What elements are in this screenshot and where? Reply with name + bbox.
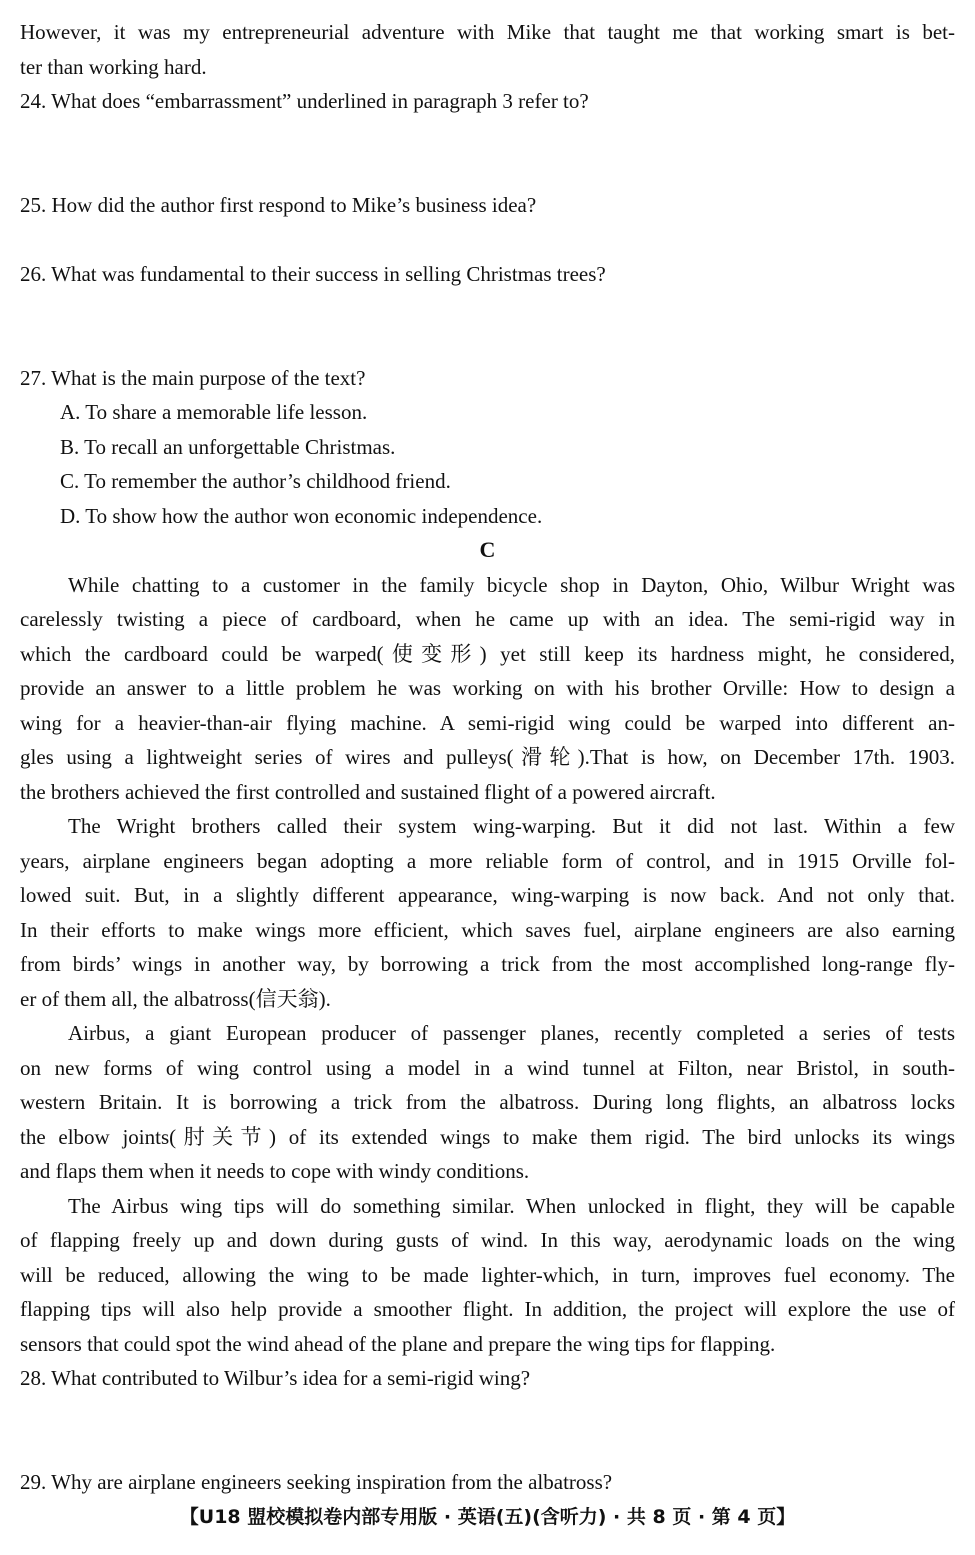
question-27-stem: 27. What is the main purpose of the text?: [20, 366, 366, 390]
passage-line: carelessly twisting a piece of cardboard, when he came up with an idea. The semi-rigid way in: [20, 607, 955, 631]
passage-line: lowed suit. But, in a slightly different appearance, wing-warping is now back. And not only that.: [20, 883, 955, 907]
passage-line: years, airplane engineers began adopting a more reliable form of control, and in 1915 Orville fol-: [20, 849, 955, 873]
passage-line: The Wright brothers called their system wing-warping. But it did not last. Within a few: [68, 814, 955, 838]
section-heading: C: [479, 537, 496, 562]
passage-line: the elbow joints(肘关节) of its extended wings to make them rigid. The bird unlocks its wings: [20, 1125, 955, 1149]
question-25-stem: 25. How did the author first respond to Mike’s business idea?: [20, 193, 537, 217]
passage-line: will be reduced, allowing the wing to be made lighter-which, in turn, improves fuel economy. The: [20, 1263, 955, 1287]
passage-line: and flaps them when it needs to cope with windy conditions.: [20, 1159, 530, 1183]
passage-line: from birds’ wings in another way, by borrowing a trick from the most accomplished long-range fly-: [20, 952, 955, 976]
passage-line: The Airbus wing tips will do something similar. When unlocked in flight, they will be capable: [68, 1194, 955, 1218]
passage-line: which the cardboard could be warped(使变形) yet still keep its hardness might, he considered,: [20, 642, 955, 666]
passage-line: sensors that could spot the wind ahead of the plane and prepare the wing tips for flapping.: [20, 1332, 776, 1356]
passage-line: western Britain. It is borrowing a trick from the albatross. During long flights, an albatross locks: [20, 1090, 955, 1114]
passage-line: In their efforts to make wings more efficient, which saves fuel, airplane engineers are also earning: [20, 918, 955, 942]
passage-line: gles using a lightweight series of wires and pulleys(滑轮).That is how, on December 17th. 1903.: [20, 745, 955, 769]
question-26-stem: 26. What was fundamental to their success in selling Christmas trees?: [20, 262, 606, 286]
page-footer: 【U18 盟校模拟卷内部专用版 · 英语(五)(含听力) · 共 8 页 · 第 4 页】: [179, 1506, 796, 1528]
option-a: A. To share a memorable life lesson.: [60, 400, 368, 424]
question-29-stem: 29. Why are airplane engineers seeking inspiration from the albatross?: [20, 1470, 613, 1494]
passage-line: Airbus, a giant European producer of passenger planes, recently completed a series of tests: [68, 1021, 955, 1045]
intro-line: However, it was my entrepreneurial adventure with Mike that taught me that working smart is bet-: [20, 20, 955, 44]
question-28-stem: 28. What contributed to Wilbur’s idea for a semi-rigid wing?: [20, 1366, 531, 1390]
question-24-stem: 24. What does “embarrassment” underlined in paragraph 3 refer to?: [20, 89, 589, 113]
passage-line: wing for a heavier-than-air flying machine. A semi-rigid wing could be warped into different an-: [20, 711, 955, 735]
intro-line: ter than working hard.: [20, 55, 207, 79]
option-c: C. To remember the author’s childhood friend.: [60, 469, 451, 493]
option-d: D. To show how the author won economic independence.: [60, 504, 543, 528]
passage-line: While chatting to a customer in the family bicycle shop in Dayton, Ohio, Wilbur Wright was: [68, 573, 955, 597]
passage-line: on new forms of wing control using a model in a wind tunnel at Filton, near Bristol, in south-: [20, 1056, 955, 1080]
passage-line: provide an answer to a little problem he was working on with his brother Orville: How to design a: [20, 676, 955, 700]
passage-line: the brothers achieved the first controlled and sustained flight of a powered aircraft.: [20, 780, 716, 804]
passage-line: flapping tips will also help provide a smoother flight. In addition, the project will explore the use of: [20, 1297, 955, 1321]
option-b: B. To recall an unforgettable Christmas.: [60, 435, 396, 459]
passage-line: of flapping freely up and down during gusts of wind. In this way, aerodynamic loads on the wing: [20, 1228, 955, 1252]
passage-line: er of them all, the albatross(信天翁).: [20, 987, 331, 1011]
